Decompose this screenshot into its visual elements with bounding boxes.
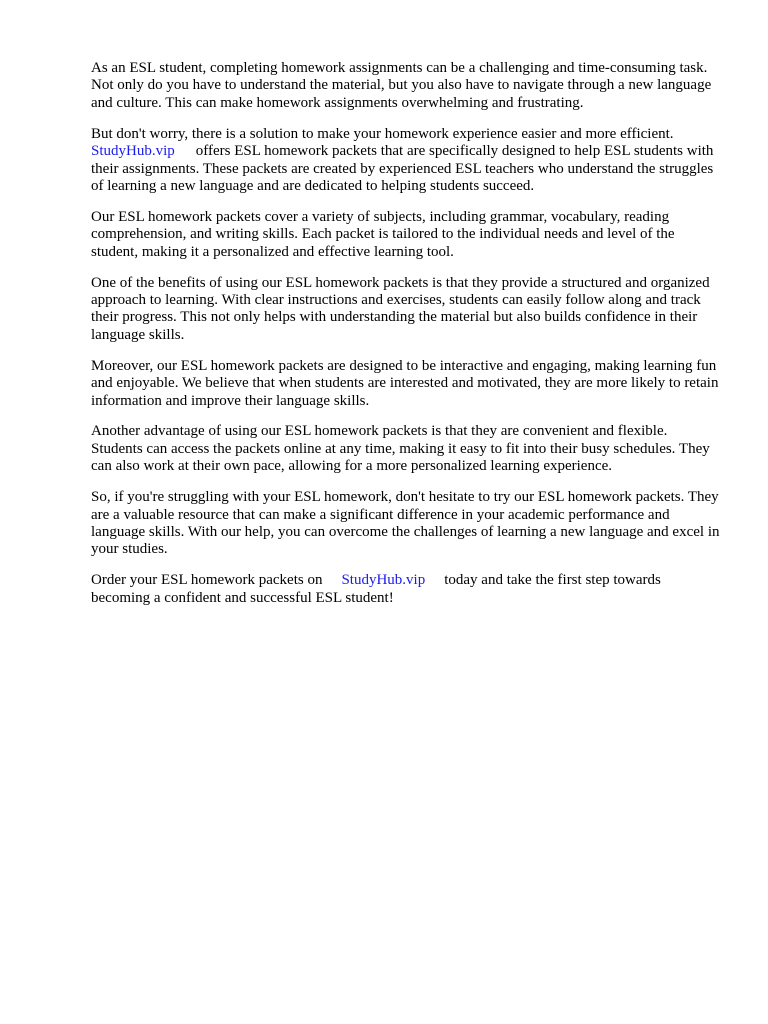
closing-before-link: Order your ESL homework packets on [91,572,323,589]
paragraph-struggling: So, if you're struggling with your ESL homework, don't hesitate to try our ESL homework packets. They are a valuable resource that can make a significant difference in your academic performance and language skills. With our help, you can overcome the challenges of learning a new language and excel in your studies. [91,489,720,558]
paragraph-interactive: Moreover, our ESL homework packets are designed to be interactive and engaging, making learning fun and enjoyable. We believe that when students are interested and motivated, they are more likely to retain information and improve their language skills. [91,357,719,409]
closing-after-link: today and take the first step towards becoming a confident and successful ESL student! [91,572,661,606]
studyhub-link-closing[interactable]: StudyHub.vip [341,572,426,589]
paragraph-benefits: One of the benefits of using our ESL homework packets is that they provide a structured and organized approach to learning. With clear instructions and exercises, students can easily follow along and track their progress. This not only helps with understanding the material but also builds confidence in their language skills. [91,274,710,343]
paragraph-subjects: Our ESL homework packets cover a variety of subjects, including grammar, vocabulary, reading comprehension, and writing skills. Each packet is tailored to the individual needs and level of the student, making it a personalized and effective learning tool. [91,208,675,260]
paragraph-solution-rest: offers ESL homework packets that are specifically designed to help ESL students with their assignments. These packets are created by experienced ESL teachers who understand the struggles of learning a new language and are dedicated to helping students succeed. [91,143,714,194]
paragraph-convenience: Another advantage of using our ESL homework packets is that they are convenient and flexible. Students can access the packets online at any time, making it easy to fit into their busy schedules. They can also work at their own pace, allowing for a more personalized learning experience. [91,423,710,475]
paragraph-intro: As an ESL student, completing homework assignments can be a challenging and time-consuming task. Not only do you have to understand the material, but you also have to navigate through a new language and culture. This can make homework assignments overwhelming and frustrating. [91,60,712,111]
paragraph-closing [91,572,721,607]
studyhub-link[interactable]: StudyHub.vip [91,143,175,160]
paragraph-solution [91,126,721,196]
paragraph-solution-intro: But don't worry, there is a solution to make your homework experience easier and more efficient. [91,125,674,142]
document-body [91,60,721,621]
